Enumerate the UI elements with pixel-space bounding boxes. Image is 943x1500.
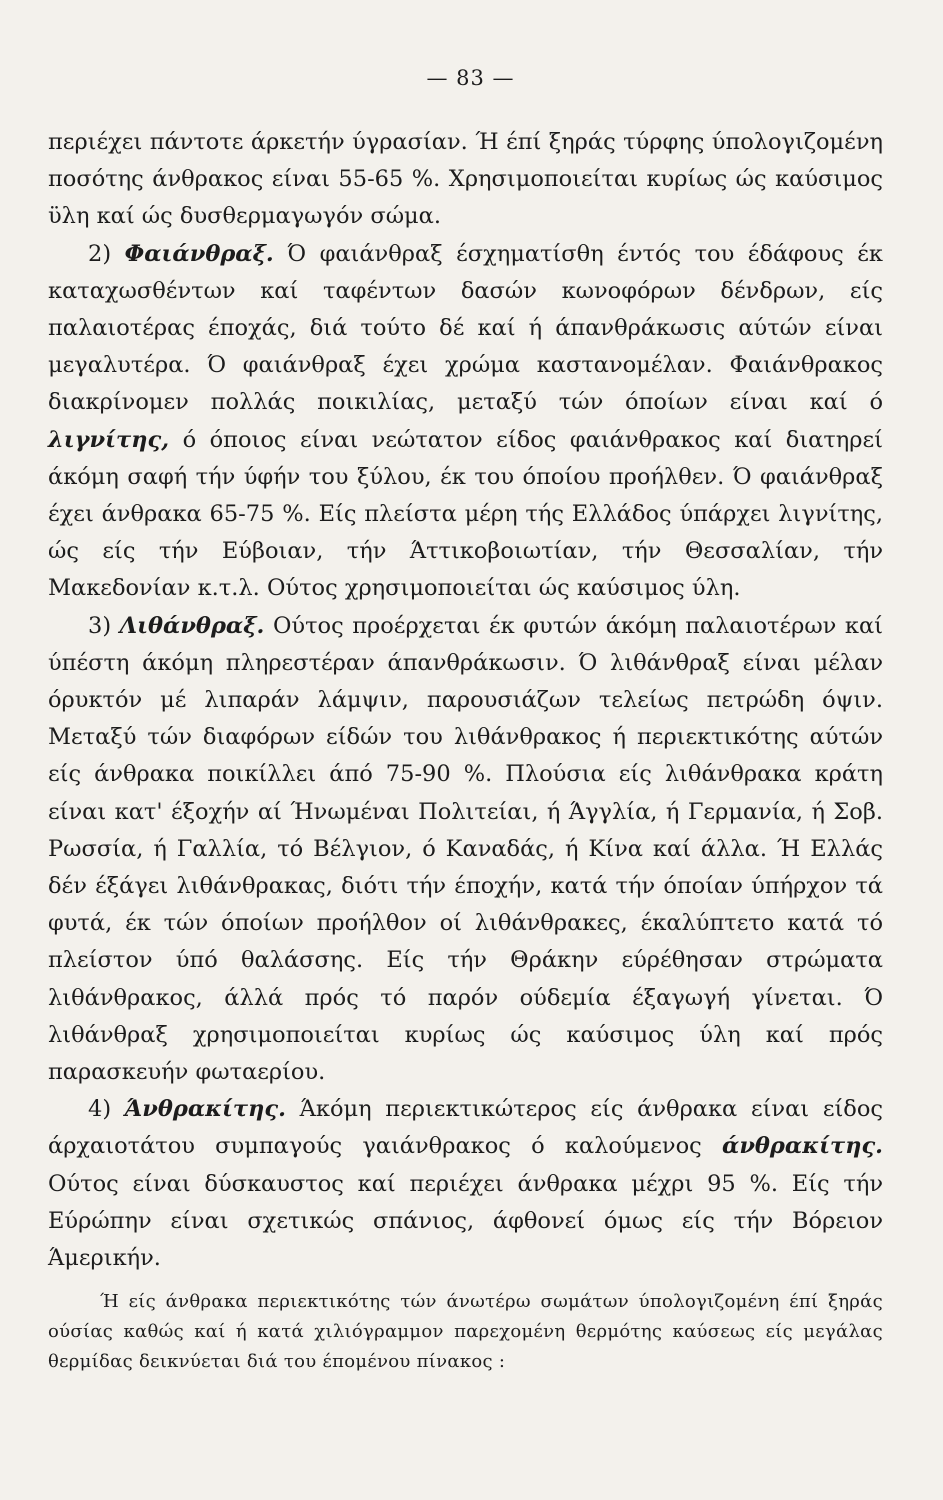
intro-paragraph: περιέχει πάντοτε άρκετήν ύγρασίαν. Ή έπί ξηράς τύρφης ύπολογιζομένη ποσότης άνθρακος είναι 55-65 %. Χρησιμοποιείται κυρίως ώς καύσιμος ϋλη καί ώς δυσθερμαγωγόν σώμα.	[48, 129, 883, 230]
section-text: Άκόμη περιεκτικώτερος είς άνθρακα είναι είδος άρχαιοτάτου συμπαγούς γαιάνθρακος ό καλούμενος	[48, 1096, 883, 1160]
section-text-continued: Ούτος είναι δύσκαυστος καί περιέχει άνθρακα μέχρι 95 %. Είς τήν Εύρώπην είναι σχετικώς σπάνιος, άφθονεί όμως είς τήν Βόρειον Άμερικήν.	[48, 1170, 883, 1272]
section-anthracite	[48, 1091, 883, 1277]
section-text-continued: ό όποιος είναι νεώτατον είδος φαιάνθρακος καί διατηρεί άκόμη σαφή τήν ύφήν του ξύλου, έκ του όποίου προήλθεν. Ό φαιάνθραξ έχει άνθρακα 65-75 %. Είς πλείστα μέρη τής Ελλάδος ύπάρχει λιγνίτης, ώς είς τήν Εύβοιαν, τήν Άττικοβοιωτίαν, τήν Θεσσαλίαν, τήν Μακεδονίαν κ.τ.λ. Ούτος χρησιμοποιείται ώς καύσιμος ύλη.	[48, 426, 883, 602]
section-subterm: άνθρακίτης.	[722, 1133, 883, 1160]
section-term: Λιθάνθραξ.	[119, 612, 265, 639]
section-term: Φαιάνθραξ.	[124, 240, 274, 267]
section-term: Άνθρακίτης.	[124, 1096, 286, 1123]
section-number: 3)	[88, 612, 112, 639]
page-number: — 83 —	[426, 66, 515, 90]
section-number: 2)	[88, 240, 112, 267]
section-hard-coal	[48, 608, 883, 1092]
section-subterm: λιγνίτης,	[48, 426, 170, 453]
section-text: Ό φαιάνθραξ έσχηματίσθη έντός του έδάφους έκ καταχωσθέντων καί ταφέντων δασών κωνοφόρων δένδρων, είς παλαιοτέρας έποχάς, διά τούτο δέ καί ή άπανθράκωσις αύτών είναι μεγαλυτέρα. Ό φαιάνθραξ έχει χρώμα καστανομέλαν. Φαιάνθρακος διακρίνομεν πολλάς ποικιλίας, μεταξύ τών όποίων είναι καί ό	[48, 240, 883, 416]
section-text: Ούτος προέρχεται έκ φυτών άκόμη παλαιοτέρων καί ύπέστη άκόμη πληρεστέραν άπανθράκωσιν. Ό λιθάνθραξ είναι μέλαν όρυκτόν μέ λιπαράν λάμψιν, παρουσιάζων τελείως πετρώδη όψιν. Μεταξύ τών διαφόρων είδών του λιθάνθρακος ή περιεκτικότης αύτών είς άνθρακα ποικίλλει άπό 75-90 %. Πλούσια είς λιθάνθρακα κράτη είναι κατ' έξοχήν αί Ήνωμέναι Πολιτείαι, ή Άγγλία, ή Γερμανία, ή Σοβ. Ρωσσία, ή Γαλλία, τό Βέλγιον, ό Καναδάς, ή Κίνα καί άλλα. Ή Ελλάς δέν έξάγει λιθάνθρακας, διότι τήν έποχήν, κατά τήν όποίαν ύπήρχον τά φυτά, έκ τών όποίων προήλθον οί λιθάνθρακες, έκαλύπτετο κατά τό πλείστον ύπό θαλάσσης. Είς τήν Θράκην εύρέθησαν στρώματα λιθάνθρακος, άλλά πρός τό παρόν ούδεμία έξαγωγή γίνεται. Ό λιθάνθραξ χρησιμοποιείται κυρίως ώς καύσιμος ύλη καί πρός παρασκευήν φωταερίου.	[48, 612, 883, 1086]
section-brown-coal	[48, 236, 883, 608]
footnote: Ή είς άνθρακα περιεκτικότης τών άνωτέρω σωμάτων ύπολογιζομένη έπί ξηράς ούσίας καθώς καί ή κατά χιλιόγραμμον παρεχομένη θερμότης καύσεως είς μεγάλας θερμίδας δεικνύεται διά του έπομένου πίνακος :	[48, 1291, 883, 1373]
section-number: 4)	[88, 1096, 112, 1123]
